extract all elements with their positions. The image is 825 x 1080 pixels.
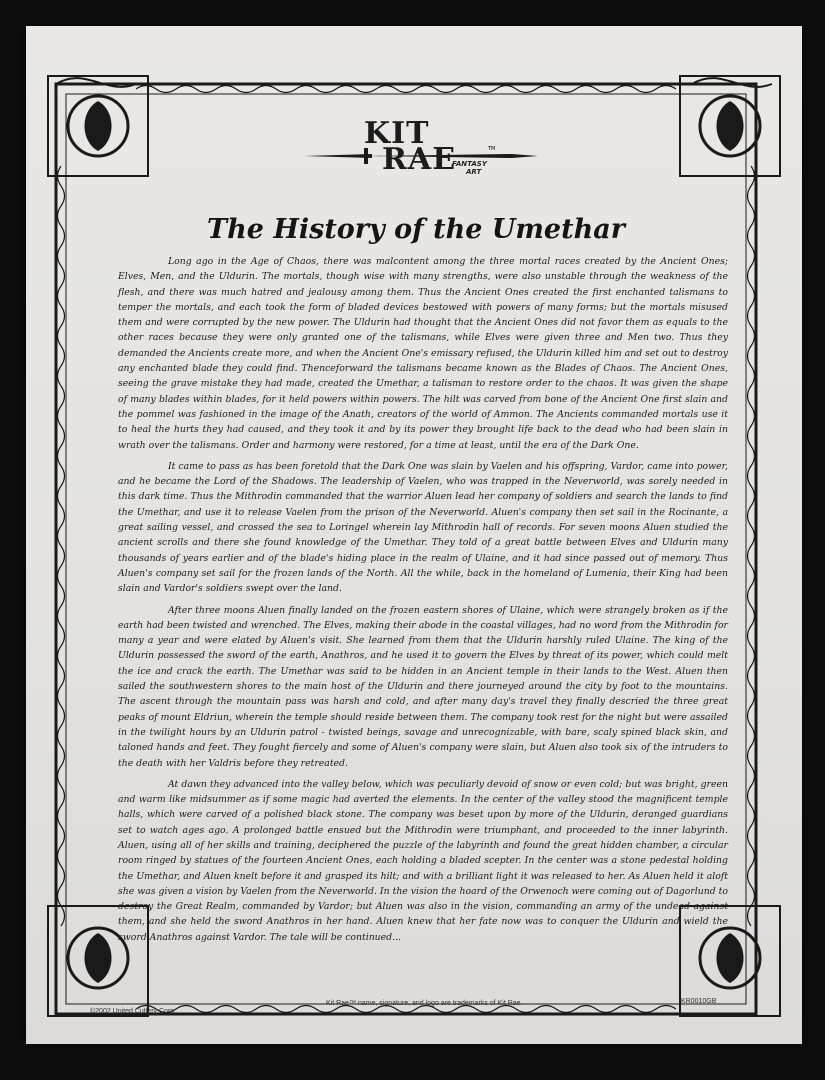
trademark-note: Kit Rae™ name, signature, and logo are trademarks of Kit Rae. (326, 1000, 523, 1007)
page-title: The History of the Umethar (207, 214, 625, 245)
paragraph-2: It came to pass as has been foretold that the Dark One was slain by Vaelen and his offspring, Vardor, came into power, and he became the Lord of the Shadows. The leadership of Vaelen, who was trapped in the Neverworld, was sorely needed in this dark time. Thus the Mithrodin commanded that the warrior Aluen lead her company of soldiers and search the lands to find the Umethar, and use it to release Vaelen from the prison of the Neverworld. Aluen's company then set sail in the Rocinante, a great sailing vessel, and crossed the sea to Loringel wherein lay Mithrodin hall of records. For seven moons Aluen studied the ancient scrolls and there she found knowledge of the Umethar. They told of a great battle between Elves and Uldurin many thousands of years earlier and of the blade's hiding place in the realm of Ulaine, and it had since passed out of memory. Thus Aluen's company set sail for the frozen lands of the North. All the while, back in the homeland of Lumenia, their King had been slain and Vardor's soldiers swept over the land. (118, 460, 728, 595)
logo-subtitle-line1: FANTASY (452, 160, 487, 168)
paragraph-3: After three moons Aluen finally landed on the frozen eastern shores of Ulaine, which were strangely broken as if the earth had been twisted and wrenched. The Elves, making their abode in the coastal villages, had no word from the Mithrodin for many a year and were elated by Aluen's visit. She learned from them that the Uldurin harshly ruled Ulaine. The king of the Uldurin possessed the sword of the earth, Anathros, and he used it to govern the Elves by threat of its power, which could melt the ice and crack the earth. The Umethar was said to be hidden in an Ancient temple in their lands to the West. Aluen then sailed the southwestern shores to the main host of the Uldurin and there journeyed around the city by foot to the mountains. The ascent through the mountain pass was harsh and cold, and after many day's travel they finally descried the three great peaks of mount Eldriun, wherein the temple should reside between them. The company took rest for the night but were assailed in the twilight hours by an Uldurin patrol - twisted beings, savage and unrecognizable, with bare, scaly spined black skin, and taloned hands and feet. They fought fiercely and some of Aluen's company were slain, but Aluen also took six of the intruders to the death with her Valdris before they retreated. (118, 604, 728, 769)
kit-rae-logo (302, 116, 542, 188)
logo-subtitle-line2: ART (466, 168, 482, 176)
corner-ornament-top-left (48, 76, 148, 176)
logo-rae-text: RAE (382, 142, 457, 177)
paragraph-1: Long ago in the Age of Chaos, there was malcontent among the three mortal races created by the Ancient Ones; Elves, Men, and the Uldurin. The mortals, though wise with many strengths, were also unstable through the weakness of the flesh, and there was much hatred and jealousy among them. Thus the Ancient Ones created the first enchanted talismans to temper the mortals, and each took the form of bladed devices bestowed with powers of many forms; but the mortals misused them and were corrupted by the new power. The Uldurin had thought that the Ancient Ones did not favor them as equals to the other races because they were only granted one of the talismans, while Elves were given three and Men two. Thus they demanded the Ancients create more, and when the Ancient One's emissary refused, the Uldurin killed him and set out to destroy any enchanted blade they could find. Thenceforward the talismans became known as the Blades of Chaos. The Ancient Ones, seeing the grave mistake they had made, created the Umethar, a talisman to restore order to the chaos. It was given the shape of many blades within blades, for it held powers within powers. The hilt was carved from bone of the Ancient One first slain and the pommel was fashioned in the image of the Anath, creators of the world of Ammon. The Ancients commanded mortals use it to heal the hurts they had caused, and they took it and by its power they brought life back to the dead who had been slain in wrath over the talismans. Order and harmony were restored, for a time at least, until the era of the Dark One. (118, 256, 728, 451)
parchment-sheet (26, 26, 802, 1044)
logo-subtitle (452, 160, 487, 176)
paragraph-4: At dawn they advanced into the valley below, which was peculiarly devoid of snow or even cold; but was bright, green and warm like midsummer as if some magic had averted the elements. In the center of the valley stood the magnificent temple halls, which were carved of a polished black stone. The company was beset upon by more of the Uldurin, deranged guardians set to watch ages ago. A prolonged battle ensued but the Mithrodin were triumphant, and proceeded to the inner labyrinth. Aluen, using all of her skills and training, deciphered the puzzle of the labyrinth and found the great hidden chamber, a circular room ringed by statues of the fourteen Ancient Ones, each holding a bladed scepter. In the center was a stone pedestal holding the Umethar, and Aluen knelt before it and grasped its hilt; and with a brilliant light it was released to her. As Aluen held it aloft she was given a vision by Vaelen from the Neverworld. In the vision the hoard of the Orwenoch were coming out of Dagorlund to destroy the Great Realm, commanded by Vardor; but Aluen was also in the vision, commanding an army of the undead against them, and she held the sword Anathros in her hand. Aluen knew that her fate now was to conquer the Uldurin and wield the sword Anathros against Vardor. The tale will be continued... (118, 778, 728, 943)
corner-ornament-top-right (680, 76, 780, 176)
story-body (118, 254, 728, 943)
copyright-note: ©2002 United Cutlery Corp. (90, 1008, 177, 1015)
product-code: KR0010GB (681, 998, 717, 1005)
logo-kit-text: KIT (364, 116, 430, 151)
logo-trademark: TM (488, 146, 496, 152)
